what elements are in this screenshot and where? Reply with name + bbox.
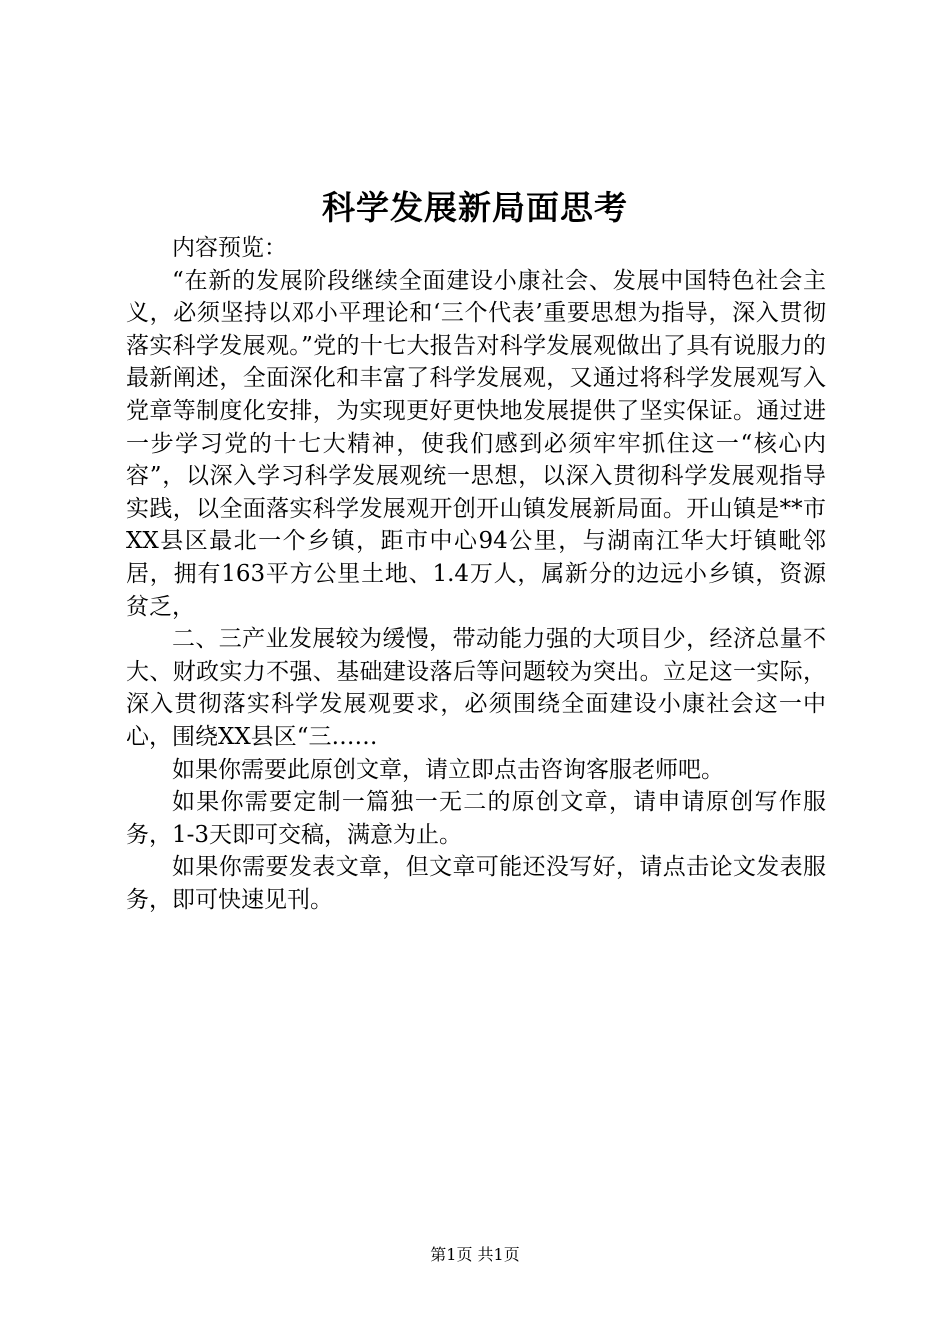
preview-label: 内容预览： [172, 235, 287, 261]
document-title: 科学发展新局面思考 [322, 188, 628, 227]
paragraph-contact-service: 如果你需要此原创文章，请立即点击咨询客服老师吧。 [172, 756, 724, 783]
paragraph-industry: 二、三产业发展较为缓慢，带动能力强的大项目少，经济总量不大、财政实力不强、基础建设落后等问题较为突出。立足这一实际，深入贯彻落实科学发展观要求，必须围绕全面建设小康社会这一中心，围绕XX县区“三…… [126, 626, 826, 750]
document-body [126, 232, 826, 916]
paragraph-custom-writing: 如果你需要定制一篇独一无二的原创文章，请申请原创写作服务，1-3天即可交稿，满意为止。 [126, 789, 826, 848]
paragraph-intro: “在新的发展阶段继续全面建设小康社会、发展中国特色社会主义，必须坚持以邓小平理论和‘三个代表’重要思想为指导，深入贯彻落实科学发展观。”党的十七大报告对科学发展观做出了具有说服力的最新阐述，全面深化和丰富了科学发展观，又通过将科学发展观写入党章等制度化安排，为实现更好更快地发展提供了坚实保证。通过进一步学习党的十七大精神，使我们感到必须牢牢抓住这一“核心内容”，以深入学习科学发展观统一思想，以深入贯彻科学发展观指导实践，以全面落实科学发展观开创开山镇发展新局面。开山镇是**市XX县区最北一个乡镇，距市中心94公里，与湖南江华大圩镇毗邻居，拥有163平方公里土地、1.4万人，属新分的边远小乡镇，资源贫乏， [126, 267, 826, 620]
paragraph-publishing-service: 如果你需要发表文章，但文章可能还没写好，请点击论文发表服务，即可快速见刊。 [126, 854, 826, 913]
page-number-footer: 第1页 共1页 [430, 1245, 520, 1264]
